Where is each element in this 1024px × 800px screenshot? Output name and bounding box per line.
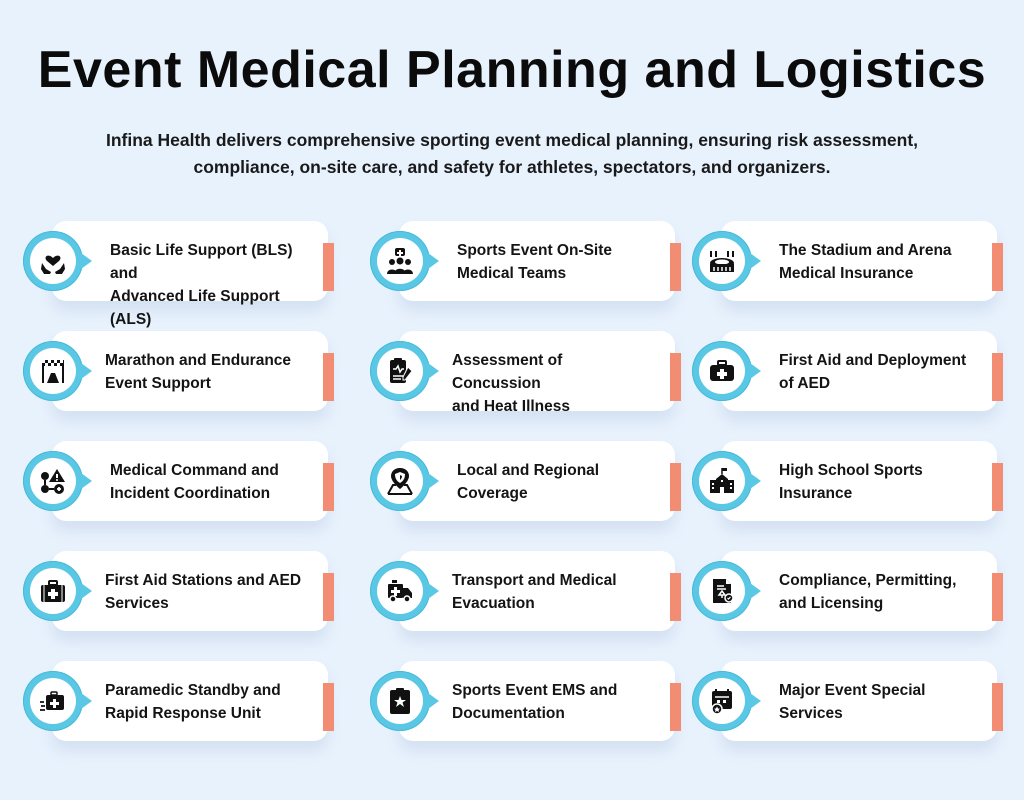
service-label: Local and Regional Coverage [457,462,600,502]
service-badge [370,561,430,621]
service-card [399,221,675,301]
service-card [52,551,328,631]
medical-case-icon [39,577,67,605]
map-pin-shield-icon [386,467,414,495]
page-subtitle [60,127,964,181]
service-label: Transport and Medical Evacuation [452,572,617,612]
clipboard-pencil-icon [386,357,414,385]
service-label: The Stadium and Arena Medical Insurance [779,242,952,282]
service-card [52,331,328,411]
service-badge [23,231,83,291]
service-card [399,441,675,521]
service-card [721,441,997,521]
service-badge [370,231,430,291]
service-badge [692,671,752,731]
service-card [721,221,997,301]
service-label: First Aid and Deployment of AED [779,352,967,392]
service-label: Marathon and Endurance Event Support [105,352,292,392]
accent-bar [670,243,681,291]
service-card [52,661,328,741]
service-badge [23,341,83,401]
service-card [399,661,675,741]
service-label: Compliance, Permitting, and Licensing [779,572,957,612]
service-card [52,441,328,521]
accent-bar [323,243,334,291]
accent-bar [323,573,334,621]
service-label: High School Sports Insurance [779,462,923,502]
accent-bar [992,243,1003,291]
service-label: First Aid Stations and AED Services [105,572,302,612]
paramedic-kit-icon [39,687,67,715]
accent-bar [670,353,681,401]
service-badge [692,561,752,621]
service-label: Medical Command and Incident Coordination [110,462,279,502]
accent-bar [670,573,681,621]
service-label: Sports Event On-Site Medical Teams [457,242,613,282]
service-badge [23,451,83,511]
accent-bar [992,573,1003,621]
service-label: Major Event Special Services [779,682,926,722]
service-label: Assessment of Concussion and Heat Illness [452,352,571,415]
school-building-icon [708,467,736,495]
accent-bar [992,683,1003,731]
service-label: Basic Life Support (BLS) and Advanced Life Support (ALS) [110,242,293,328]
service-badge [692,341,752,401]
certificate-icon [708,577,736,605]
subtitle-line-1: Infina Health delivers comprehensive sporting event medical planning, ensuring risk assessment, [105,130,919,150]
service-badge [370,341,430,401]
accent-bar [670,683,681,731]
accent-bar [323,353,334,401]
service-badge [23,671,83,731]
service-label: Paramedic Standby and Rapid Response Unit [105,682,281,722]
service-badge [692,451,752,511]
first-aid-kit-icon [708,357,736,385]
service-badge [692,231,752,291]
service-label: Sports Event EMS and Documentation [452,682,618,722]
accent-bar [992,463,1003,511]
service-badge [370,451,430,511]
service-badge [23,561,83,621]
accent-bar [323,463,334,511]
event-calendar-icon [708,687,736,715]
accent-bar [323,683,334,731]
accent-bar [992,353,1003,401]
service-card [52,221,328,328]
subtitle-line-2: compliance, on-site care, and safety for athletes, spectators, and organizers. [193,157,831,177]
service-card [721,551,997,631]
service-card [721,661,997,741]
accent-bar [670,463,681,511]
incident-network-icon [39,467,67,495]
page-title: Event Medical Planning and Logistics [37,41,987,99]
medical-team-icon [386,247,414,275]
stadium-icon [708,247,736,275]
service-card [399,551,675,631]
service-card [721,331,997,411]
hands-heart-icon [39,247,67,275]
service-badge [370,671,430,731]
ems-document-icon [386,687,414,715]
ambulance-icon [386,577,414,605]
service-card [399,331,675,415]
finish-line-icon [39,357,67,385]
